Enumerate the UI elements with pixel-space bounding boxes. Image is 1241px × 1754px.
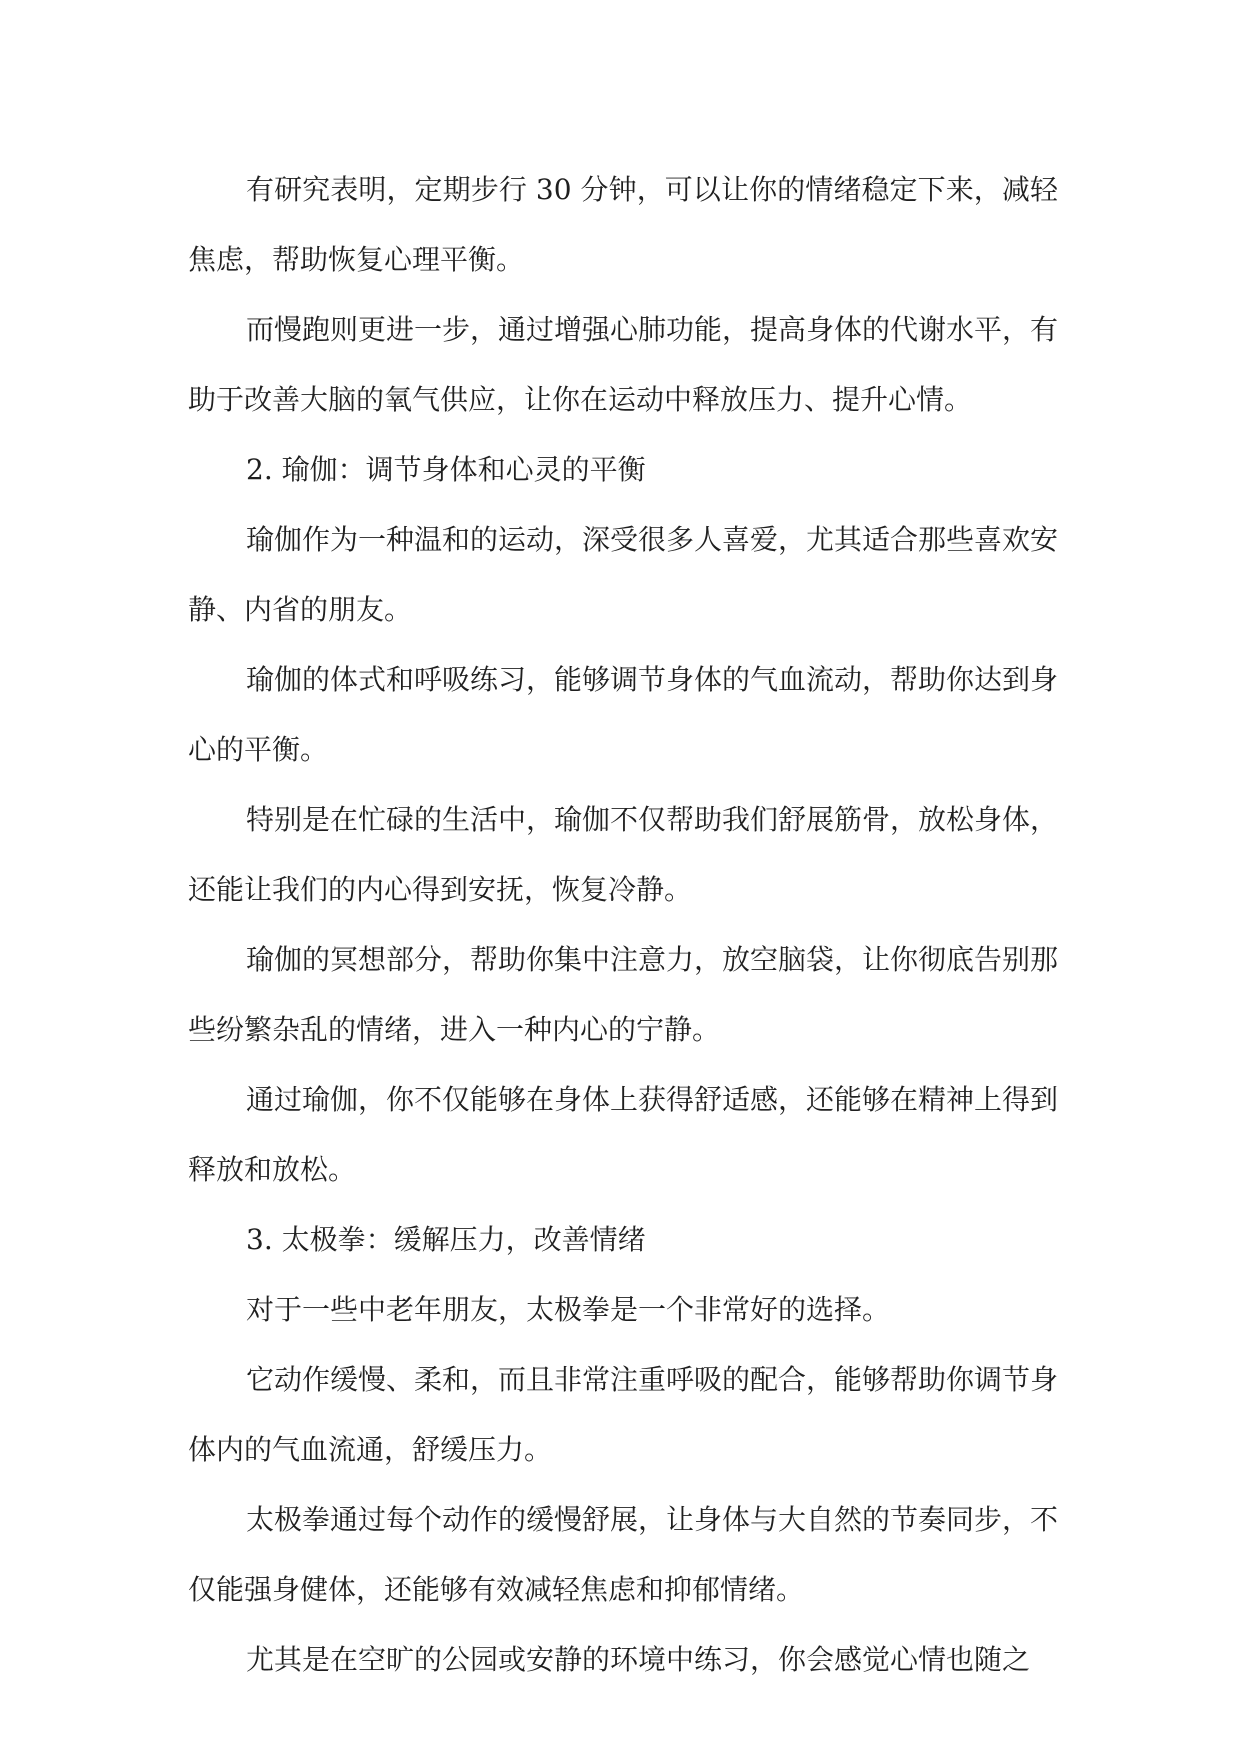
paragraph-taichi-environment: 尤其是在空旷的公园或安静的环境中练习，你会感觉心情也随之 [246, 1643, 1031, 1676]
paragraph-taichi-benefits: 太极拳通过每个动作的缓慢舒展，让身体与大自然的节奏同步，不仅能强身健体，还能够有效减轻焦虑和抑郁情绪。 [188, 1503, 1059, 1606]
paragraph-yoga-intro: 瑜伽作为一种温和的运动，深受很多人喜爱，尤其适合那些喜欢安静、内省的朋友。 [188, 523, 1059, 626]
paragraph-yoga-summary: 通过瑜伽，你不仅能够在身体上获得舒适感，还能够在精神上得到释放和放松。 [188, 1083, 1059, 1186]
paragraph-taichi-intro: 对于一些中老年朋友，太极拳是一个非常好的选择。 [246, 1293, 891, 1326]
section-heading-yoga: 2. 瑜伽：调节身体和心灵的平衡 [246, 453, 646, 486]
paragraph-walking: 有研究表明，定期步行 30 分钟，可以让你的情绪稳定下来，减轻焦虑，帮助恢复心理平衡。 [188, 173, 1058, 276]
document-body [188, 155, 1058, 1695]
section-heading-taichi: 3. 太极拳：缓解压力，改善情绪 [246, 1223, 646, 1256]
paragraph-jogging: 而慢跑则更进一步，通过增强心肺功能，提高身体的代谢水平，有助于改善大脑的氧气供应，让你在运动中释放压力、提升心情。 [188, 313, 1059, 416]
paragraph-yoga-busy-life: 特别是在忙碌的生活中，瑜伽不仅帮助我们舒展筋骨，放松身体，还能让我们的内心得到安抚，恢复冷静。 [188, 803, 1059, 906]
paragraph-yoga-poses: 瑜伽的体式和呼吸练习，能够调节身体的气血流动，帮助你达到身心的平衡。 [188, 663, 1059, 766]
paragraph-yoga-meditation: 瑜伽的冥想部分，帮助你集中注意力，放空脑袋，让你彻底告别那些纷繁杂乱的情绪，进入一种内心的宁静。 [188, 943, 1059, 1046]
paragraph-taichi-movement: 它动作缓慢、柔和，而且非常注重呼吸的配合，能够帮助你调节身体内的气血流通，舒缓压力。 [188, 1363, 1059, 1466]
